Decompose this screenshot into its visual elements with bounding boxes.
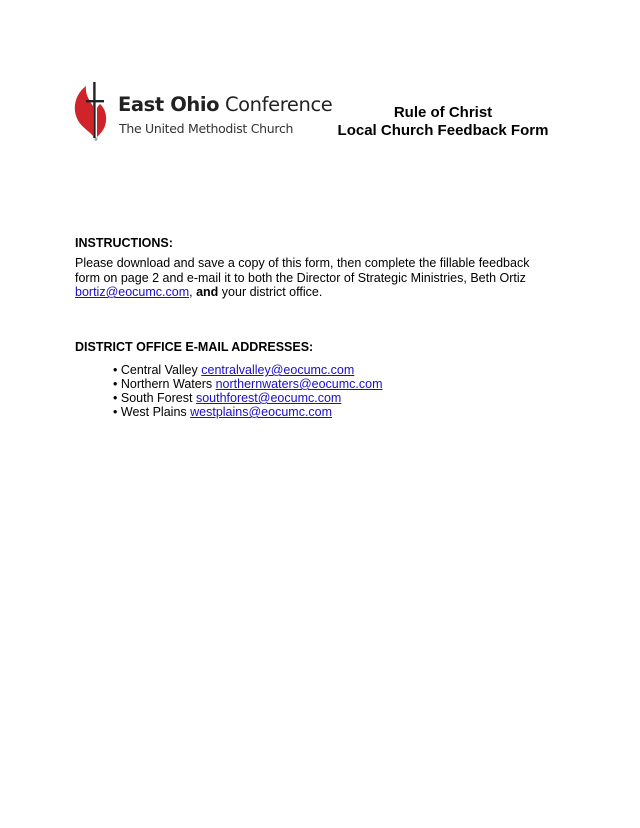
list-item: • South Forest southforest@eocumc.com: [113, 391, 342, 405]
cross-and-flame-icon: [72, 80, 112, 142]
south-forest-email-link[interactable]: southforest@eocumc.com: [195, 391, 342, 405]
svg-text:®: ®: [94, 137, 98, 142]
district-office-list: [113, 363, 383, 419]
form-title-line-2: Local Church Feedback Form: [337, 122, 549, 139]
northern-waters-email-link[interactable]: northernwaters@eocumc.com: [215, 377, 383, 391]
logo-subtitle: The United Methodist Church: [119, 121, 294, 136]
list-item: • Central Valley centralvalley@eocumc.com: [113, 363, 355, 377]
conference-logo: [72, 80, 333, 142]
instructions-paragraph: Please download and save a copy of this form, then complete the fillable feedback form on page 2 and e-mail it to both the Director of Strategic Ministries, Beth Ortiz bortiz@eocumc.com, and your district office.: [75, 256, 530, 299]
form-title-line-1: Rule of Christ: [393, 104, 493, 121]
district-offices-heading: DISTRICT OFFICE E-MAIL ADDRESSES:: [75, 340, 314, 354]
instructions-heading: INSTRUCTIONS:: [75, 236, 173, 250]
logo-title: East Ohio Conference: [118, 93, 333, 116]
form-title: [330, 104, 556, 140]
list-item: • Northern Waters northernwaters@eocumc.com: [113, 377, 383, 391]
director-email-link[interactable]: bortiz@eocumc.com: [75, 285, 190, 299]
list-item: • West Plains westplains@eocumc.com: [113, 405, 333, 419]
central-valley-email-link[interactable]: centralvalley@eocumc.com: [201, 363, 355, 377]
west-plains-email-link[interactable]: westplains@eocumc.com: [190, 405, 333, 419]
